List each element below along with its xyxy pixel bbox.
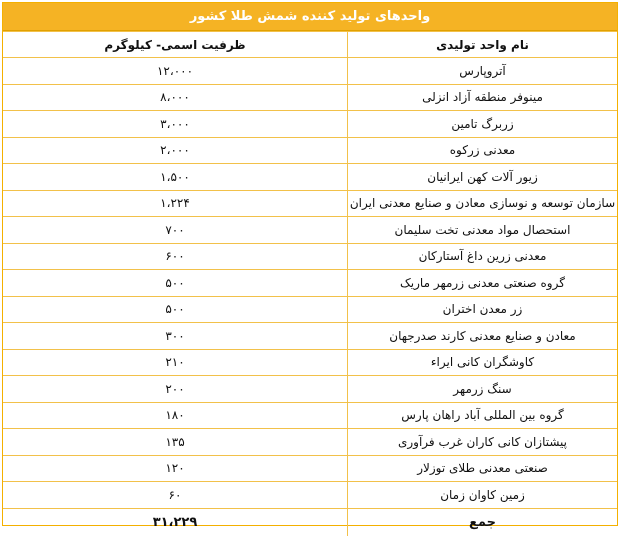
table-row [3, 455, 617, 482]
capacity-cell: ۱۲۰ [3, 455, 348, 482]
table-row [3, 164, 617, 191]
unit-name-cell: معدنی زرین داغ آستارکان [348, 243, 618, 270]
header-capacity: ظرفیت اسمی- کیلوگرم [3, 32, 348, 58]
gold-producers-table [3, 31, 617, 536]
table-row [3, 137, 617, 164]
header-unit-name: نام واحد تولیدی [348, 32, 618, 58]
table-row [3, 243, 617, 270]
unit-name-cell: پیشتازان کانی کاران غرب فرآوری [348, 429, 618, 456]
unit-name-cell: زمین کاوان زمان [348, 482, 618, 509]
unit-name-cell: استحصال مواد معدنی تخت سلیمان [348, 217, 618, 244]
table-row [3, 323, 617, 350]
unit-name-cell: زربرگ تامین [348, 111, 618, 138]
table-row [3, 402, 617, 429]
capacity-cell: ۶۰۰ [3, 243, 348, 270]
table-row [3, 270, 617, 297]
capacity-cell: ۳۰۰ [3, 323, 348, 350]
table-row [3, 84, 617, 111]
table-row [3, 111, 617, 138]
unit-name-cell: معدنی زرکوه [348, 137, 618, 164]
unit-name-cell: زیور آلات کهن ایرانیان [348, 164, 618, 191]
capacity-cell: ۳،۰۰۰ [3, 111, 348, 138]
unit-name-cell: سازمان توسعه و نوسازی معادن و صنایع معدنی ایران [348, 190, 618, 217]
capacity-cell: ۲۰۰ [3, 376, 348, 403]
table-header-row [3, 32, 617, 58]
unit-name-cell: معادن و صنایع معدنی کارند صدرجهان [348, 323, 618, 350]
unit-name-cell: زر معدن اختران [348, 296, 618, 323]
capacity-cell: ۱،۲۲۴ [3, 190, 348, 217]
unit-name-cell: مینوفر منطقه آزاد انزلی [348, 84, 618, 111]
table-row [3, 217, 617, 244]
capacity-cell: ۸،۰۰۰ [3, 84, 348, 111]
table-row [3, 376, 617, 403]
unit-name-cell: صنعتی معدنی طلای توزلار [348, 455, 618, 482]
unit-name-cell: گروه بین المللی آباد راهان پارس [348, 402, 618, 429]
unit-name-cell: آتروپارس [348, 58, 618, 85]
unit-name-cell: کاوشگران کانی ایراء [348, 349, 618, 376]
capacity-cell: ۵۰۰ [3, 296, 348, 323]
total-label: جمع [348, 508, 618, 536]
total-row [3, 508, 617, 536]
unit-name-cell: گروه صنعتی معدنی زرمهر ماریک [348, 270, 618, 297]
total-capacity: ۳۱،۲۲۹ [3, 508, 348, 536]
table-row [3, 190, 617, 217]
capacity-cell: ۱۲،۰۰۰ [3, 58, 348, 85]
capacity-cell: ۱۸۰ [3, 402, 348, 429]
table-row [3, 349, 617, 376]
capacity-cell: ۶۰ [3, 482, 348, 509]
table-row [3, 482, 617, 509]
capacity-cell: ۱۳۵ [3, 429, 348, 456]
capacity-cell: ۲،۰۰۰ [3, 137, 348, 164]
table-row [3, 296, 617, 323]
capacity-cell: ۱،۵۰۰ [3, 164, 348, 191]
capacity-cell: ۲۱۰ [3, 349, 348, 376]
table-row [3, 58, 617, 85]
table-title: واحدهای تولید کننده شمش طلا کشور [3, 3, 617, 31]
table-row [3, 429, 617, 456]
gold-producers-table-frame [2, 2, 618, 530]
unit-name-cell: سنگ زرمهر [348, 376, 618, 403]
capacity-cell: ۷۰۰ [3, 217, 348, 244]
capacity-cell: ۵۰۰ [3, 270, 348, 297]
